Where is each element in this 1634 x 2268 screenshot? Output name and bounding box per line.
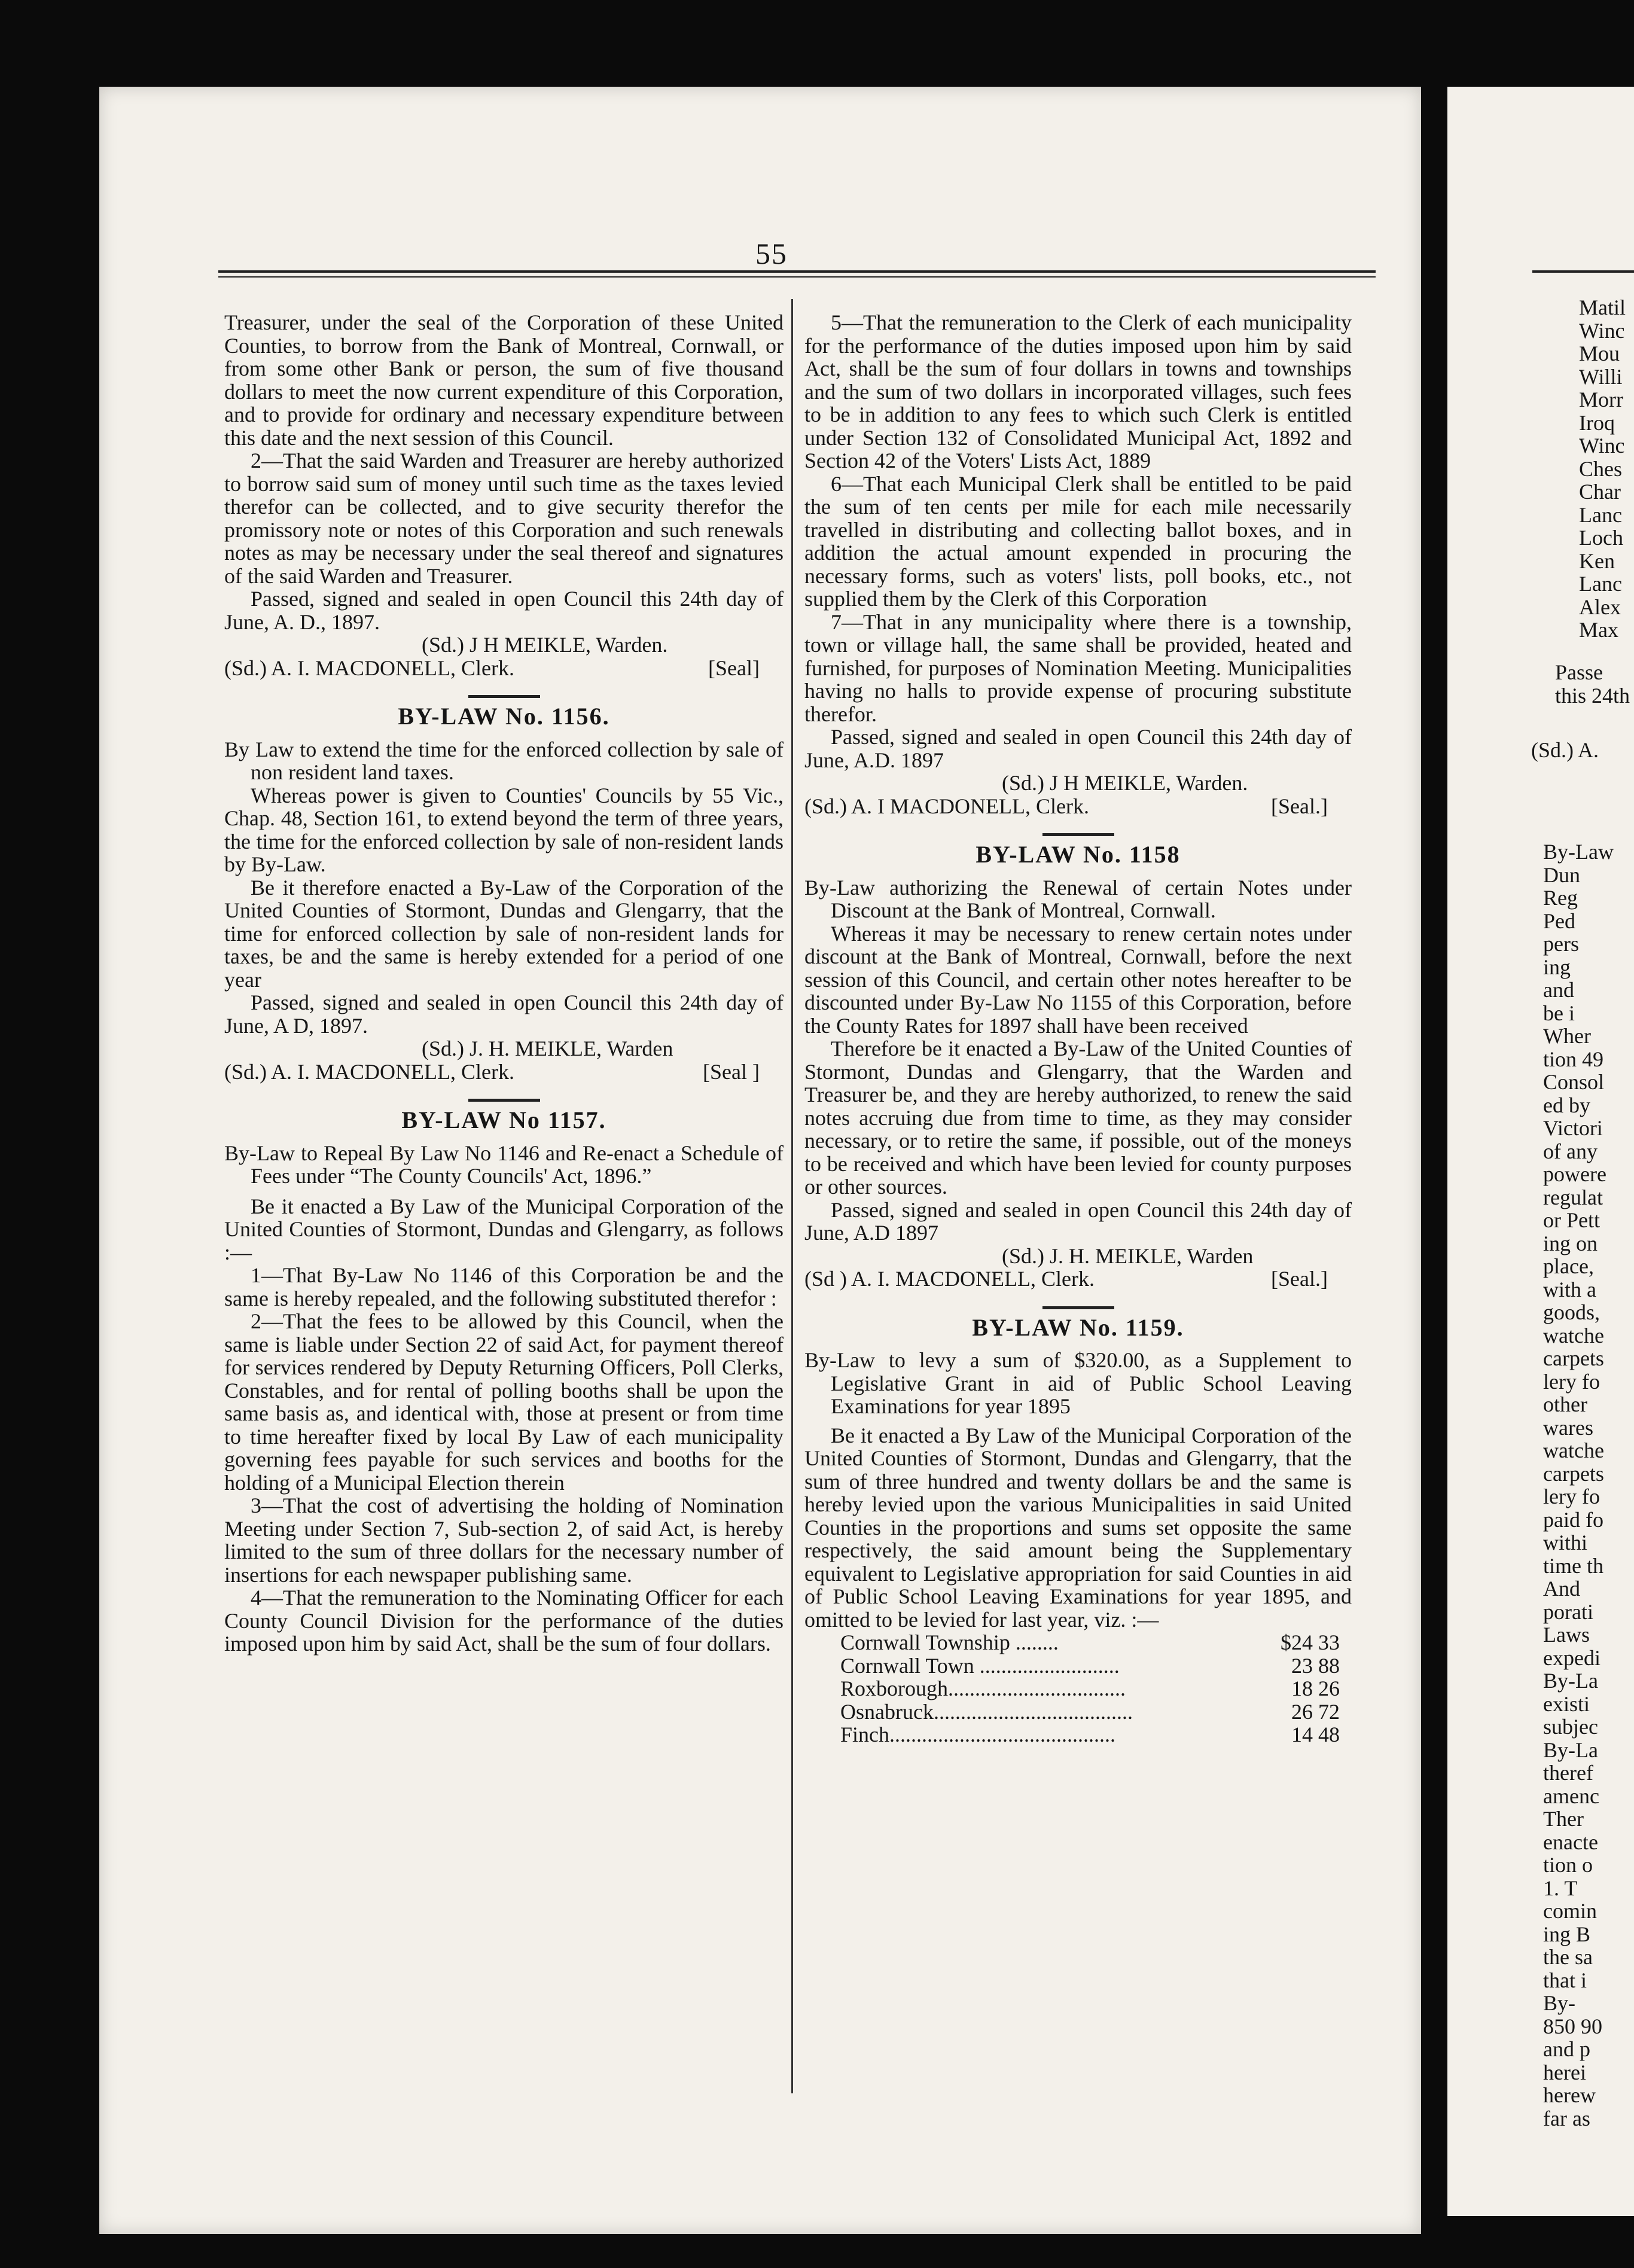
levy-amount: 14 48 [1291, 1723, 1340, 1746]
header-rule [218, 270, 1376, 273]
next-page-line: enacte [1543, 1830, 1598, 1854]
bylaw-1158-title: BY-LAW No. 1158 [804, 833, 1352, 867]
next-page-line: ing B [1543, 1922, 1591, 1946]
levy-row [804, 1677, 1352, 1700]
bylaw-1156-warden-signature: (Sd.) J. H. MEIKLE, Warden [422, 1037, 673, 1060]
next-page-line: Passe [1555, 660, 1603, 684]
bylaw-1157-passed: Passed, signed and sealed in open Council this 24th day of June, A.D. 1897 [804, 725, 1352, 772]
levy-place: Cornwall Township ........ [840, 1631, 1059, 1654]
next-page-line: subjec [1543, 1715, 1598, 1739]
next-page-line: paid fo [1543, 1507, 1603, 1532]
bylaw-1157-warden-signature: (Sd.) J H MEIKLE, Warden. [1002, 771, 1248, 795]
next-page-line: ing on [1543, 1231, 1598, 1255]
next-page-line: lery fo [1543, 1369, 1600, 1394]
clause-2: 2—That the said Warden and Treasurer are hereby authorized to borrow said sum of money until such time as the taxes levied therefor can be collected, and to give security therefor the promissory note or notes of this Corporation and such renewals notes as may be necessary under the seal thereof and signatures of the said Warden and Treasurer. [224, 449, 784, 588]
next-page-line: herew [1543, 2083, 1596, 2107]
levy-table [804, 1631, 1352, 1746]
next-page-line: ed by [1543, 1093, 1590, 1117]
next-page-line: goods, [1543, 1300, 1601, 1324]
bylaw-1157-clause-4: 4—That the remuneration to the Nominating Officer for each County Council Division for the performance of the duties imposed upon him by said Act, shall be the sum of four dollars. [224, 1586, 784, 1656]
next-page-line: 850 90 [1543, 2014, 1602, 2038]
levy-amount: 23 88 [1291, 1653, 1340, 1678]
next-page-line: of any [1543, 1139, 1598, 1163]
next-page-line: and [1543, 978, 1574, 1002]
next-page-passed [1555, 661, 1634, 707]
bylaw-1159-enactment: Be it enacted a By Law of the Municipal Corporation of the United Counties of Stormont, Dundas and Glengarry, that the sum of three hundred and twenty dollars be and the same is hereby levied upon the various Municipalities in said United Counties in the proportions and sums set opposite the same respectively, the said amount being the Supplementary equivalent to Legislative appropriation for said Counties in aid of Public School Leaving Examinations for year 1895, and omitted to be levied for last year, viz. :— [804, 1423, 1352, 1632]
next-page-line: Wher [1543, 1024, 1591, 1048]
next-page-line: Winc [1579, 318, 1625, 343]
next-page-line: Ken [1579, 548, 1615, 573]
next-page-line: and p [1543, 2037, 1590, 2061]
next-page-line: with a [1543, 1277, 1596, 1301]
levy-amount: $24 33 [1281, 1630, 1340, 1654]
bylaw-1156-passed: Passed, signed and sealed in open Council this 24th day of June, A D, 1897. [224, 990, 784, 1038]
bylaw-1157-title: BY-LAW No 1157. [224, 1099, 784, 1132]
next-page-list [1579, 296, 1634, 642]
bylaw-1157-seal: [Seal.] [1271, 794, 1328, 818]
next-page-line: place, [1543, 1254, 1594, 1278]
treasurer-paragraph: Treasurer, under the seal of the Corporation of these United Counties, to borrow from the Bank of Montreal, Cornwall, or from some other Bank or person, the sum of five thousand dollars to meet the now current expenditure of this Corporation, and to provide for ordinary and necessary expenditure between this date and the next session of this Council. [224, 310, 784, 450]
next-page-line: Char [1579, 480, 1621, 504]
bylaw-1157-clerk-signature: (Sd.) A. I MACDONELL, Clerk. [804, 794, 1089, 818]
bylaw-1157-enactment: Be it enacted a By Law of the Municipal Corporation of the United Counties of Stormont, Dundas and Glengarry, as follows :— [224, 1194, 784, 1264]
next-page-line: Matil [1579, 295, 1626, 319]
next-page-line: Morr [1579, 388, 1623, 411]
bylaw-1158-whereas: Whereas it may be necessary to renew certain notes under discount at the Bank of Montreal, Cornwall, before the next session of this Council, and certain other notes hereafter to be discounted under By-Law No 1155 of this Corporation, before the County Rates for 1897 shall have been received [804, 921, 1352, 1038]
next-page-line: regulat [1543, 1185, 1603, 1209]
next-page-line: porati [1543, 1599, 1593, 1624]
next-page-line: tion 49 [1543, 1047, 1604, 1071]
next-page-line: Winc [1579, 434, 1625, 458]
next-page-line: Iroq [1579, 410, 1615, 435]
bylaw-1157-clause-3: 3—That the cost of advertising the holding of Nomination Meeting under Section 7, Sub-section 2, of said Act, is hereby limited to the sum of three dollars for the necessary number of insertions for each newspaper publishing same. [224, 1493, 784, 1587]
bylaw-1157-clause-5: 5—That the remuneration to the Clerk of each municipality for the performance of the duties imposed upon him by said Act, shall be the sum of four dollars in towns and townships and the sum of two dollars in incorporated villages, such fees to be in addition to any fees to which such Clerk is entitled under Section 132 of Consolidated Municipal Act, 1892 and Section 42 of the Voters' Lists Act, 1889 [804, 310, 1352, 472]
bylaw-1156-clerk-signature: (Sd.) A. I. MACDONELL, Clerk. [224, 1059, 514, 1084]
bylaw-1156-clerk-row [224, 1060, 784, 1084]
bylaw-1156-seal: [Seal ] [703, 1059, 760, 1084]
next-page-line: carpets [1543, 1461, 1604, 1486]
next-page-line: time th [1543, 1553, 1603, 1578]
warden-signature: (Sd.) J H MEIKLE, Warden. [422, 633, 668, 657]
next-page-line: expedi [1543, 1645, 1601, 1670]
levy-row [804, 1723, 1352, 1746]
next-page-line: other [1543, 1392, 1587, 1416]
next-page-line: And [1543, 1577, 1580, 1601]
next-page-line: withi [1543, 1531, 1588, 1554]
bylaw-1158-seal: [Seal.] [1271, 1267, 1328, 1291]
bylaw-1158-passed: Passed, signed and sealed in open Council this 24th day of June, A.D 1897 [804, 1197, 1352, 1245]
next-page-line: By-Law [1543, 840, 1614, 864]
next-page-line: Alex [1579, 595, 1621, 619]
column-divider [791, 299, 793, 2093]
next-page-line: lery fo [1543, 1484, 1600, 1508]
next-page-line: that i [1543, 1968, 1587, 1992]
bylaw-1157-subtitle: By-Law to Repeal By Law No 1146 and Re-enact a Schedule of Fees under “The County Councils' Act, 1896.” [224, 1141, 784, 1188]
next-page-line: be i [1543, 1001, 1575, 1025]
next-page-header-rule [1532, 270, 1634, 273]
next-page-line: existi [1543, 1691, 1590, 1716]
levy-row [804, 1700, 1352, 1724]
next-page-line: comin [1543, 1899, 1597, 1923]
next-page-line: ing [1543, 955, 1571, 979]
next-page-line: tion o [1543, 1853, 1593, 1877]
next-page-line: powere [1543, 1162, 1606, 1186]
left-column [224, 311, 784, 1656]
next-page-line: theref [1543, 1761, 1593, 1785]
bylaw-1156-subtitle: By Law to extend the time for the enforced collection by sale of non resident land taxes. [224, 737, 784, 784]
next-page-line: Reg [1543, 886, 1578, 910]
levy-amount: 26 72 [1291, 1699, 1340, 1724]
bylaw-1158-warden-signature: (Sd.) J. H. MEIKLE, Warden [1002, 1243, 1254, 1268]
next-page-line: By-La [1543, 1737, 1598, 1762]
next-page-signature: (Sd.) A. [1531, 738, 1599, 762]
right-column [804, 311, 1352, 1746]
bylaw-1158-subtitle: By-Law authorizing the Renewal of certain Notes under Discount at the Bank of Montreal, Cornwall. [804, 875, 1352, 922]
next-page-line: By-La [1543, 1669, 1598, 1693]
bylaw-1156-enactment: Be it therefore enacted a By-Law of the Corporation of the United Counties of Stormont, Dundas and Glengarry, that the time for enforced collection by sale of non-resident lands for taxes, be and the same is hereby extended for a period of one year [224, 875, 784, 992]
next-page-line: Dun [1543, 862, 1580, 887]
next-page-line: carpets [1543, 1346, 1604, 1370]
next-page-line: Laws [1543, 1623, 1590, 1647]
levy-place: Osnabruck..................................... [840, 1700, 1133, 1723]
page-number: 55 [755, 237, 788, 270]
bylaw-1157-clerk-row [804, 795, 1352, 818]
next-page-line: By- [1543, 1991, 1575, 2015]
levy-row [804, 1631, 1352, 1654]
next-page-line: Willi [1579, 364, 1623, 389]
book-gutter [1421, 87, 1447, 2240]
next-page-line: Consol [1543, 1070, 1605, 1094]
next-page-line: this 24th [1555, 683, 1630, 708]
next-page-line: 1. T [1543, 1876, 1578, 1900]
bylaw-1156-whereas: Whereas power is given to Counties' Councils by 55 Vic., Chap. 48, Section 161, to extend beyond the term of three years, the time for the enforced collection by sale of non-resident lands by By-Law. [224, 783, 784, 876]
bylaw-1159-subtitle: By-Law to levy a sum of $320.00, as a Supplement to Legislative Grant in aid of Public School Leaving Examinations for year 1895 [804, 1348, 1352, 1418]
levy-amount: 18 26 [1291, 1676, 1340, 1700]
bylaw-1157-clause-2: 2—That the fees to be allowed by this Council, when the same is liable under Section 22 of said Act, for payment thereof for services rendered by Deputy Returning Officers, Poll Clerks, Constables, and for rental of polling booths shall be upon the same basis as, and identical with, those at present or from time to time hereafter fixed by local By Law of each municipality governing fees payable for such services and booths for the holding of a Municipal Election therein [224, 1309, 784, 1495]
next-page-line: Ped [1543, 909, 1575, 933]
next-page-line: Max [1579, 618, 1618, 642]
bylaw-1158-enactment: Therefore be it enacted a By-Law of the United Counties of Stormont, Dundas and Glengarry, that the Warden and Treasurer be, and they are hereby authorized, to renew the said notes accruing due from time to time, as they may consider necessary, or to retire the same, if possible, out of the moneys to be received and which have been levied for county purposes or other sources. [804, 1037, 1352, 1199]
header-rule-thin [218, 276, 1376, 278]
clerk-signature: (Sd.) A. I. MACDONELL, Clerk. [224, 656, 514, 680]
next-page-line: Ther [1543, 1807, 1584, 1831]
bylaw-1157-clause-1: 1—That By-Law No 1146 of this Corporation be and the same is hereby repealed, and the following substituted therefor : [224, 1263, 784, 1310]
next-page-line: Ches [1579, 456, 1622, 481]
seal-mark: [Seal] [708, 656, 760, 680]
passed-statement: Passed, signed and sealed in open Council this 24th day of June, A. D., 1897. [224, 587, 784, 634]
next-page-body [1543, 840, 1634, 2130]
next-page-line: far as [1543, 2106, 1590, 2130]
levy-row [804, 1654, 1352, 1678]
next-page-line: Victori [1543, 1116, 1603, 1140]
bylaw-1159-title: BY-LAW No. 1159. [804, 1306, 1352, 1340]
bylaw-1157-clause-7: 7—That in any municipality where there is a township, town or village hall, the same shall be provided, heated and furnished, for purposes of Nomination Meeting. Municipalities having no halls to provide expense of procuring substitute therefor. [804, 609, 1352, 726]
next-page-line: herei [1543, 2060, 1586, 2084]
levy-place: Roxborough................................. [840, 1677, 1126, 1700]
next-page-line: or Pett [1543, 1208, 1600, 1232]
next-page-line: pers [1543, 932, 1579, 956]
next-page-line: wares [1543, 1415, 1593, 1440]
bylaw-1158-clerk-signature: (Sd ) A. I. MACDONELL, Clerk. [804, 1267, 1095, 1291]
bylaw-1156-title: BY-LAW No. 1156. [224, 695, 784, 728]
next-page-line: Loch [1579, 526, 1623, 550]
bylaw-1158-clerk-row [804, 1267, 1352, 1291]
levy-place: Cornwall Town .......................... [840, 1654, 1120, 1677]
next-page-line: the sa [1543, 1945, 1593, 1969]
levy-place: Finch.......................................... [840, 1723, 1116, 1746]
clerk-signature-row [224, 657, 784, 680]
next-page-line: watche [1543, 1438, 1604, 1462]
next-page-line: amenc [1543, 1784, 1599, 1808]
bylaw-1157-clause-6: 6—That each Municipal Clerk shall be entitled to be paid the sum of ten cents per mile for each mile necessarily travelled in distributing and collecting ballot boxes, and in addition the actual amount expended in procuring the necessary forms, such as voters' lists, poll books, etc., not supplied them by the Clerk of this Corporation [804, 471, 1352, 611]
next-page-line: Lanc [1579, 502, 1622, 527]
next-page-line: Lanc [1579, 572, 1622, 596]
next-page-line: watche [1543, 1323, 1604, 1348]
next-page-line: Mou [1579, 342, 1620, 365]
